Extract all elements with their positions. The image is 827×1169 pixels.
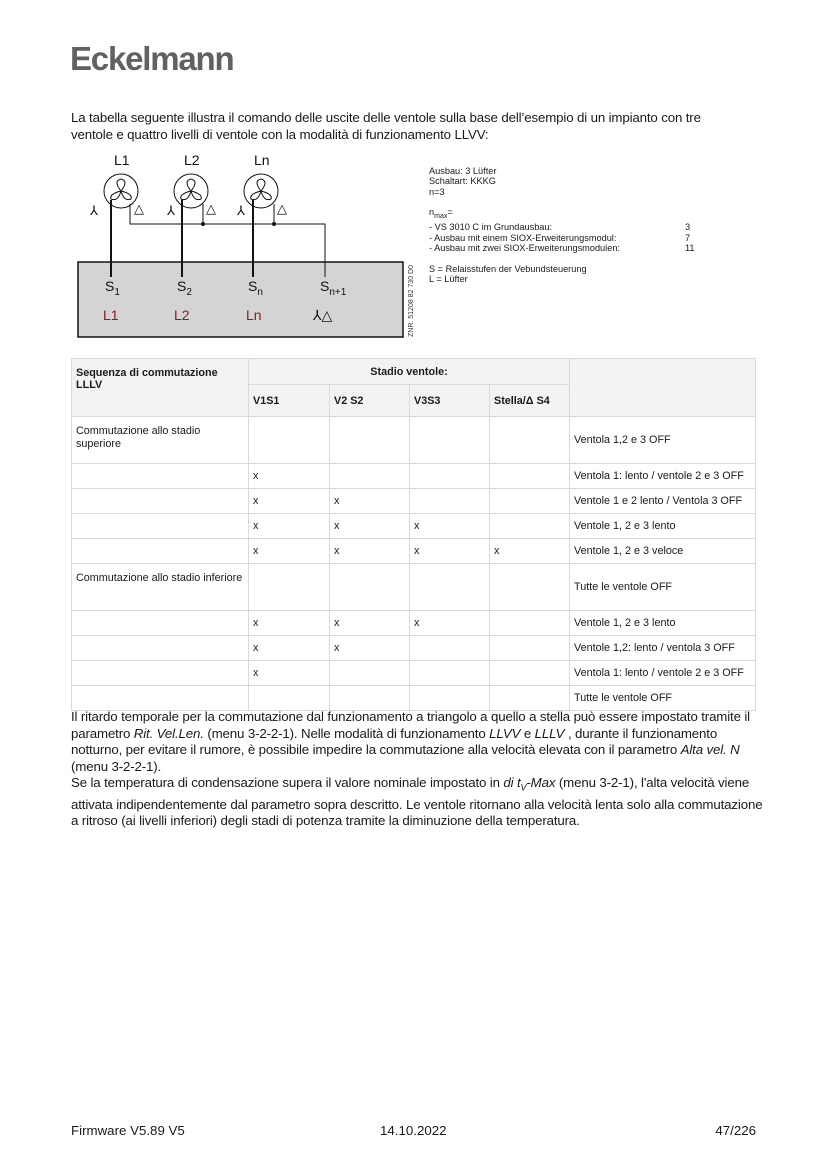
relay-load-label: Ln bbox=[246, 307, 262, 323]
sequence-cell: Commutazione allo stadio inferiore bbox=[72, 564, 249, 611]
relay-load-label: L1 bbox=[103, 307, 119, 323]
stage-cell bbox=[490, 611, 570, 636]
stage-cell: x bbox=[330, 514, 410, 539]
result-cell: Ventole 1 e 2 lento / Ventola 3 OFF bbox=[570, 489, 756, 514]
fan-stage-table bbox=[71, 358, 756, 711]
relay-label: $S_1$ bbox=[105, 278, 120, 298]
table-row bbox=[72, 539, 756, 564]
stage-cell bbox=[490, 636, 570, 661]
delta-icon: △ bbox=[206, 201, 216, 216]
drawing-reference: ZNR. 51208 82 730 D0 bbox=[408, 265, 415, 337]
explanation-text bbox=[71, 709, 771, 830]
stage-cell: x bbox=[490, 539, 570, 564]
stage-cell: x bbox=[249, 514, 330, 539]
stage-cell: x bbox=[330, 539, 410, 564]
result-cell: Ventola 1,2 e 3 OFF bbox=[570, 417, 756, 464]
legend-note: L = Lüfter bbox=[429, 274, 468, 285]
result-cell: Ventola 1: lento / ventole 2 e 3 OFF bbox=[570, 464, 756, 489]
legend-note: S = Relaisstufen der Vebundsteuerung bbox=[429, 263, 587, 274]
stage-cell: x bbox=[249, 636, 330, 661]
nmax-label: $n_{max}=$ bbox=[429, 207, 453, 221]
relay-load-label: L2 bbox=[174, 307, 190, 323]
sequence-header: Sequenza di commutazione LLLV bbox=[72, 359, 249, 417]
col-header: V3S3 bbox=[410, 385, 490, 417]
legend-line: n=3 bbox=[429, 186, 445, 197]
stage-cell bbox=[330, 686, 410, 711]
controller-box bbox=[78, 262, 403, 337]
fan-label: Ln bbox=[254, 152, 270, 168]
relay-load-label: ⅄△ bbox=[313, 307, 333, 323]
result-cell: Ventole 1, 2 e 3 veloce bbox=[570, 539, 756, 564]
intro-line: ventole e quattro livelli di ventole con la modalità di funzionamento LLVV: bbox=[71, 126, 489, 142]
legend-line: Schaltart: KKKG bbox=[429, 176, 496, 187]
stage-cell bbox=[330, 417, 410, 464]
delta-icon: △ bbox=[134, 201, 144, 216]
stage-cell bbox=[249, 564, 330, 611]
stage-cell bbox=[410, 564, 490, 611]
footer-page-number: 47/226 bbox=[715, 1123, 756, 1138]
col-header: Stella/Δ S4 bbox=[490, 385, 570, 417]
paragraph: Se la temperatura di condensazione supera il valore nominale impostato in di $t_V$-Max (menu 3-2-1), l'alta velocità viene attivata indipendentemente dal parametro sopra descritto. Le ventole ritornano alla velocità lenta solo alla commutazione a ritroso (ai livelli inferiori) degli stadi di potenza tramite la diminuzione della temperatura. bbox=[71, 775, 763, 829]
star-icon: ⅄ bbox=[237, 203, 245, 218]
stage-cell: x bbox=[249, 611, 330, 636]
star-icon: ⅄ bbox=[167, 203, 175, 218]
result-cell: Ventole 1, 2 e 3 lento bbox=[570, 611, 756, 636]
sequence-cell bbox=[72, 489, 249, 514]
sequence-cell bbox=[72, 661, 249, 686]
wiring-diagram bbox=[0, 0, 827, 360]
stage-cell bbox=[490, 686, 570, 711]
stage-cell: x bbox=[410, 539, 490, 564]
footer-firmware: Firmware V5.89 V5 bbox=[71, 1123, 185, 1138]
legend-item: - Ausbau mit zwei SIOX-Erweiterungsmodulen: 11 bbox=[429, 243, 695, 254]
result-cell: Ventola 1: lento / ventole 2 e 3 OFF bbox=[570, 661, 756, 686]
stage-cell: x bbox=[249, 661, 330, 686]
fan-label: L2 bbox=[184, 152, 200, 168]
stage-cell bbox=[410, 661, 490, 686]
diagram-legend bbox=[429, 166, 699, 284]
stage-cell bbox=[410, 686, 490, 711]
delta-icon: △ bbox=[277, 201, 287, 216]
fan-label: L1 bbox=[114, 152, 130, 168]
paragraph: Il ritardo temporale per la commutazione dal funzionamento a triangolo a quello a stella può essere impostato tramite il parametro Rit. Vel.Len. (menu 3-2-2-1). Nelle modalità di funzionamento LLVV e LLLV , durante il funzionamento notturno, per evitare il rumore, è possibile impedire la commutazione alla velocità elevata con il parametro Alta vel. N (menu 3-2-2-1). bbox=[71, 709, 750, 774]
stage-cell bbox=[410, 636, 490, 661]
relay-label: $S_n$ bbox=[248, 278, 263, 298]
table-row bbox=[72, 417, 756, 464]
table-row bbox=[72, 611, 756, 636]
sequence-cell bbox=[72, 514, 249, 539]
fan-stage-header: Stadio ventole: bbox=[249, 359, 570, 385]
legend-item: - Ausbau mit einem SIOX-Erweiterungsmodul: 7 bbox=[429, 232, 691, 243]
stage-cell bbox=[490, 514, 570, 539]
stage-cell: x bbox=[410, 611, 490, 636]
col-header: V2 S2 bbox=[330, 385, 410, 417]
table-row bbox=[72, 564, 756, 611]
result-cell: Ventole 1,2: lento / ventola 3 OFF bbox=[570, 636, 756, 661]
sequence-cell bbox=[72, 539, 249, 564]
relay-label: $S_2$ bbox=[177, 278, 192, 298]
result-cell: Tutte le ventole OFF bbox=[570, 686, 756, 711]
stage-cell: x bbox=[249, 539, 330, 564]
table-row bbox=[72, 686, 756, 711]
sequence-cell bbox=[72, 464, 249, 489]
table-row bbox=[72, 489, 756, 514]
stage-cell bbox=[410, 489, 490, 514]
table-row bbox=[72, 514, 756, 539]
stage-cell: x bbox=[410, 514, 490, 539]
stage-cell bbox=[330, 661, 410, 686]
stage-cell: x bbox=[249, 489, 330, 514]
table-row bbox=[72, 661, 756, 686]
table-row bbox=[72, 636, 756, 661]
stage-cell: x bbox=[330, 611, 410, 636]
stage-cell bbox=[490, 489, 570, 514]
intro-line: La tabella seguente illustra il comando delle uscite delle ventole sulla base dell’esempio di un impianto con tre bbox=[71, 110, 701, 125]
stage-cell bbox=[410, 417, 490, 464]
stage-cell bbox=[490, 564, 570, 611]
stage-cell bbox=[490, 464, 570, 489]
sequence-cell: Commutazione allo stadio superiore bbox=[72, 417, 249, 464]
col-header: V1S1 bbox=[249, 385, 330, 417]
relay-label: $S_{n+1}$ bbox=[320, 278, 347, 298]
stage-cell: x bbox=[330, 489, 410, 514]
stage-cell bbox=[490, 661, 570, 686]
stage-cell: x bbox=[330, 636, 410, 661]
stage-cell bbox=[490, 417, 570, 464]
sequence-cell bbox=[72, 686, 249, 711]
stage-cell bbox=[330, 564, 410, 611]
sequence-cell bbox=[72, 611, 249, 636]
stage-cell bbox=[410, 464, 490, 489]
sequence-cell bbox=[72, 636, 249, 661]
eckelmann-logo: Eckelmann bbox=[70, 40, 234, 77]
result-cell: Ventole 1, 2 e 3 lento bbox=[570, 514, 756, 539]
legend-line: Ausbau: 3 Lüfter bbox=[429, 166, 497, 176]
stage-cell bbox=[249, 686, 330, 711]
result-cell: Tutte le ventole OFF bbox=[570, 564, 756, 611]
legend-item: - VS 3010 C im Grundausbau: 3 bbox=[429, 222, 691, 233]
footer-date: 14.10.2022 bbox=[380, 1123, 447, 1138]
star-icon: ⅄ bbox=[90, 203, 98, 218]
stage-cell bbox=[249, 417, 330, 464]
table-row bbox=[72, 464, 756, 489]
stage-cell: x bbox=[249, 464, 330, 489]
result-header bbox=[570, 359, 756, 417]
stage-cell bbox=[330, 464, 410, 489]
